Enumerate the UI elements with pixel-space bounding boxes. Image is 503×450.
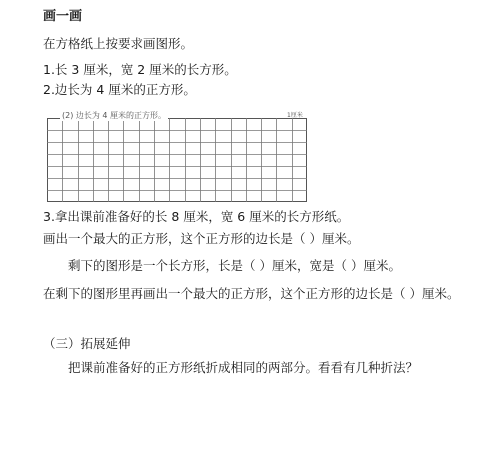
item-1-text: 1.长 3 厘米，宽 2 厘米的长方形。 (43, 62, 237, 77)
item-3-line-4: 在剩下的图形里再画出一个最大的正方形，这个正方形的边长是（ ）厘米。 (43, 286, 460, 301)
section-3-heading: （三）拓展延伸 (43, 336, 131, 351)
item-2-text: 2.边长为 4 厘米的正方形。 (43, 82, 196, 97)
item-3-line-1: 3.拿出课前准备好的长 8 厘米，宽 6 厘米的长方形纸。 (43, 209, 350, 224)
section-3-text: 把课前准备好的正方形纸折成相同的两部分。看看有几种折法？ (68, 360, 419, 375)
grid-paper[interactable] (47, 112, 307, 202)
grid-border (48, 119, 307, 202)
instruction-text: 在方格纸上按要求画图形。 (43, 36, 194, 51)
grid-svg[interactable] (47, 112, 307, 202)
item-3-line-3: 剩下的图形是一个长方形，长是（ ）厘米，宽是（ ）厘米。 (68, 258, 401, 273)
grid-unit-label (287, 110, 303, 119)
item-3-line-2: 画出一个最大的正方形，这个正方形的边长是（ ）厘米。 (43, 231, 360, 246)
grid-unit-label-text: 1厘米 (287, 112, 303, 119)
grid-caption: (2) 边长为 4 厘米的正方形。 (62, 111, 167, 120)
section-title: 画一画 (43, 9, 83, 24)
